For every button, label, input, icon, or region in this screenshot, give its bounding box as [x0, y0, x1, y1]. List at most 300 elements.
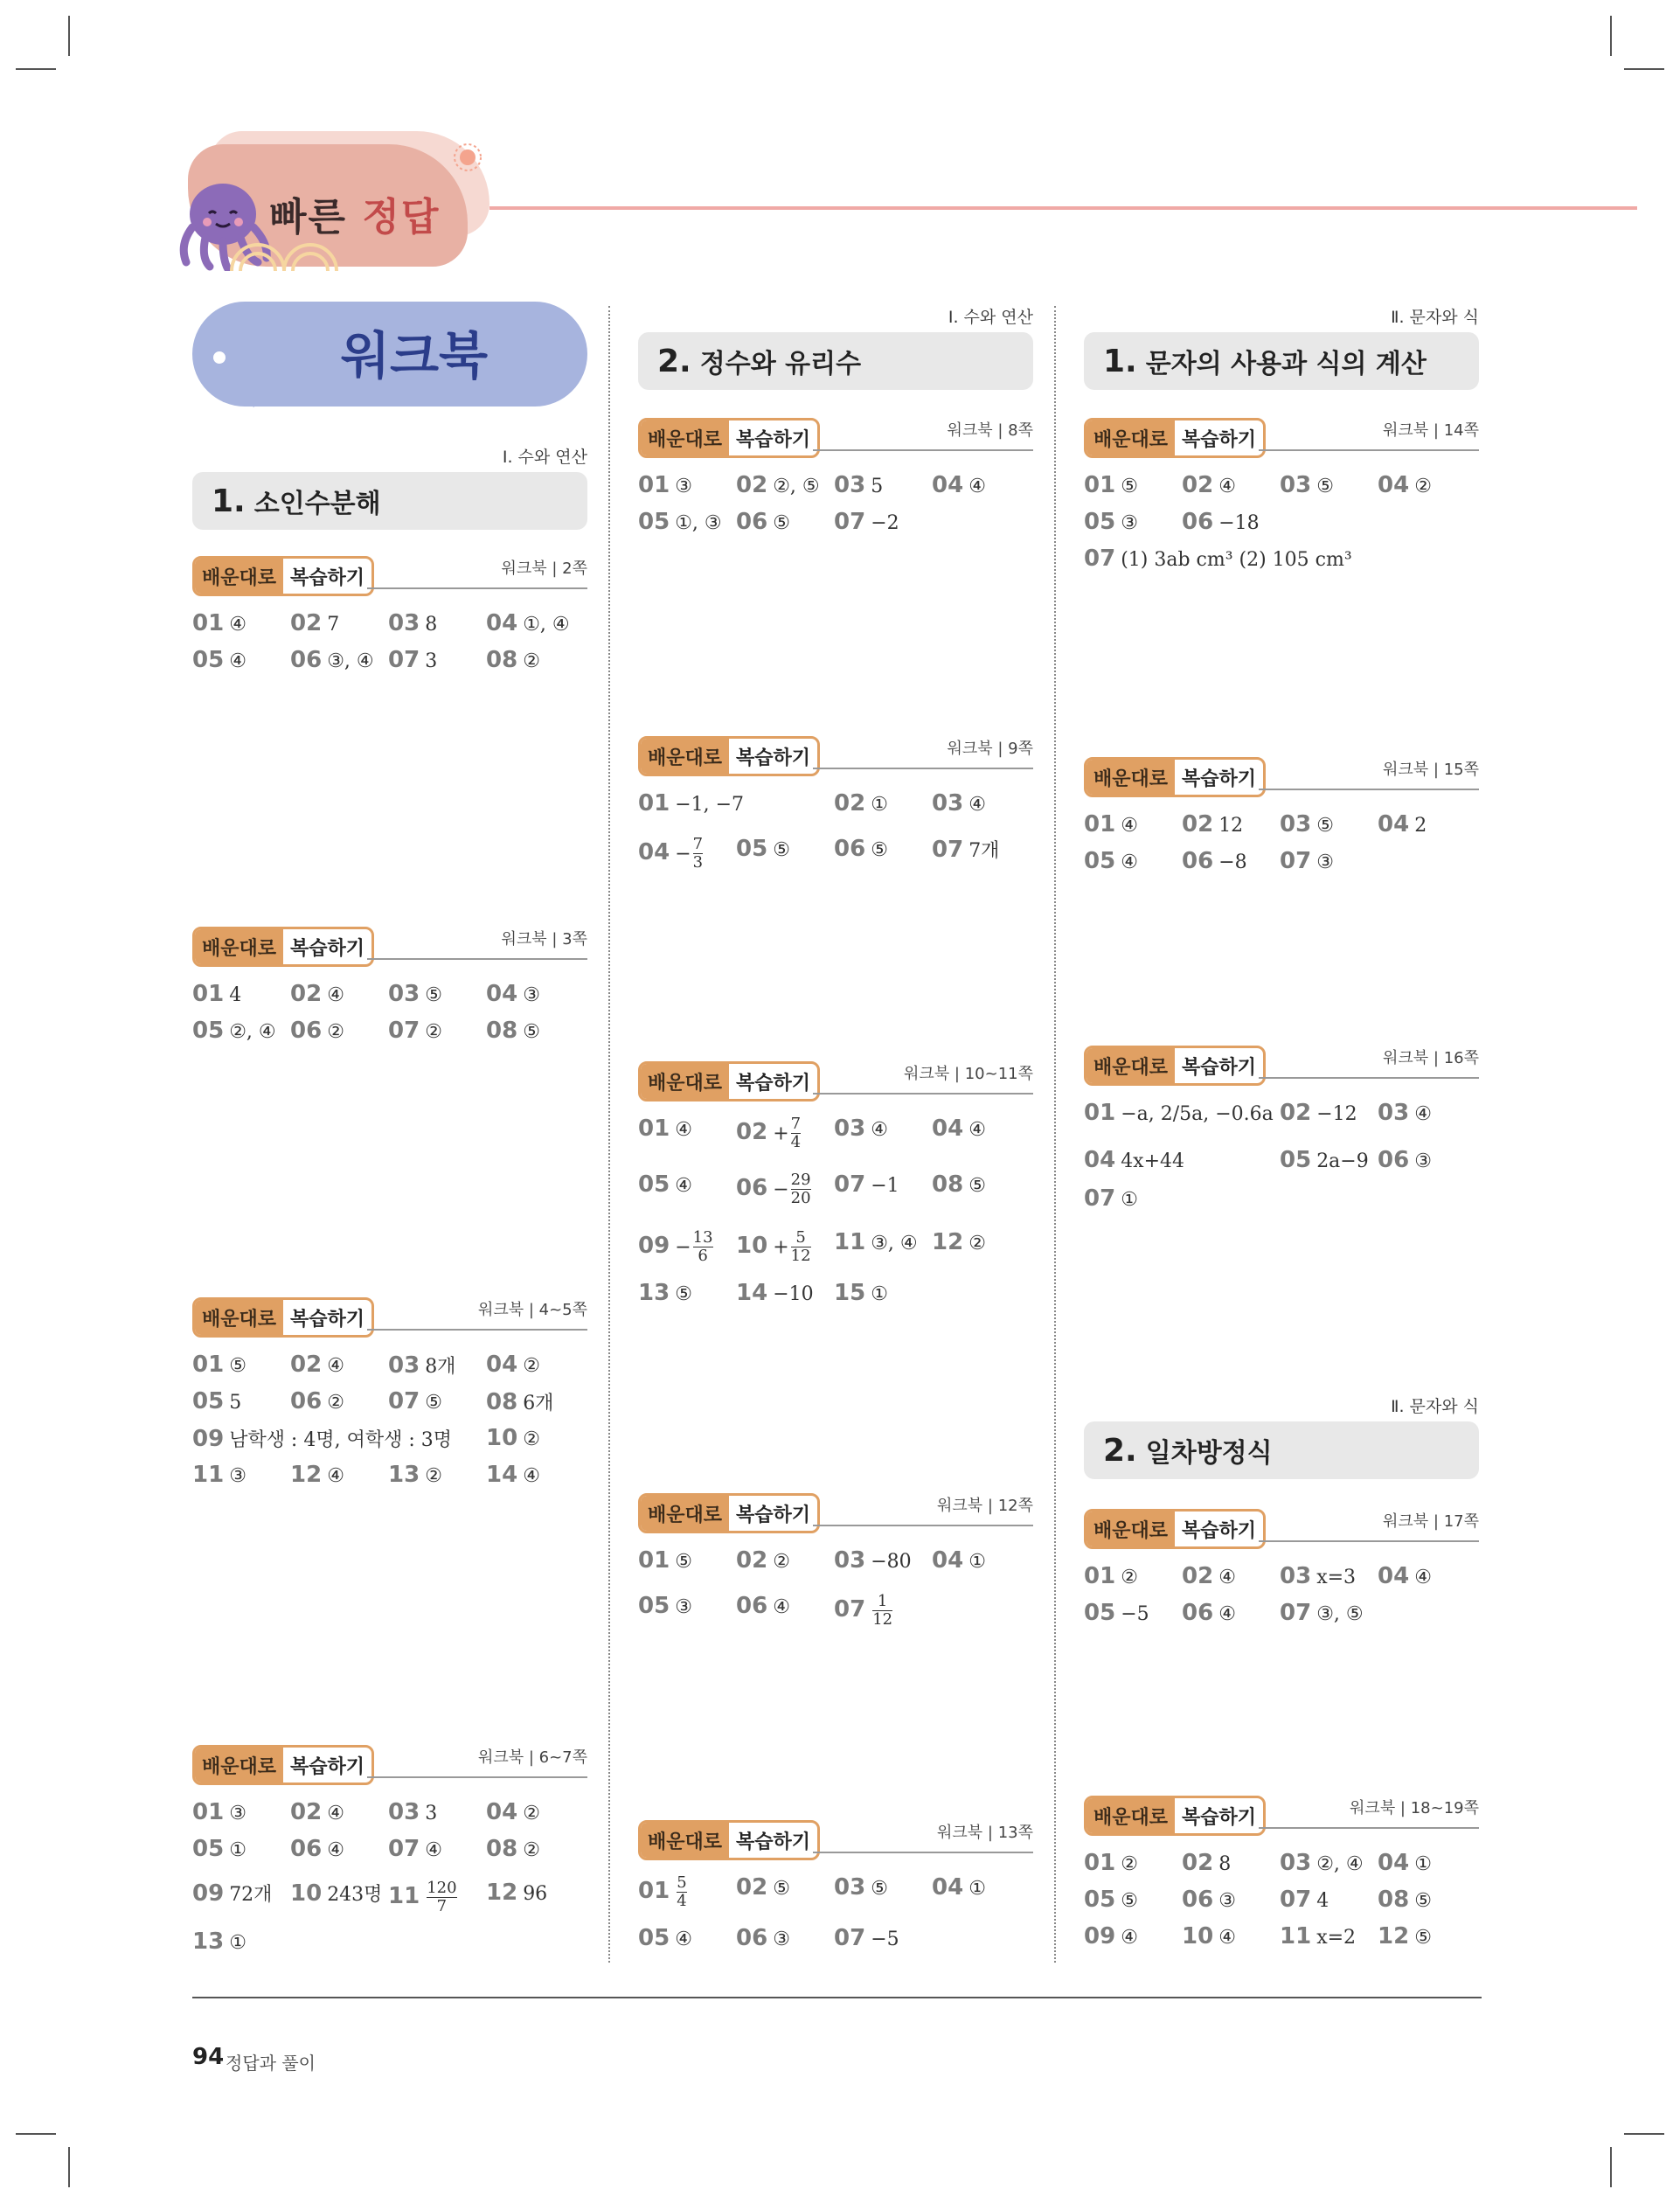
answer-item [834, 1593, 894, 1629]
answer-item [1084, 848, 1138, 874]
answer-item [1280, 811, 1334, 837]
answer-number: 04 [486, 1799, 518, 1825]
chapter-title: 일차방정식 [1145, 1438, 1273, 1469]
chapter-number: 2. [1103, 1432, 1137, 1469]
section-underline [367, 1329, 587, 1331]
chapter-title-box [638, 332, 1033, 390]
page-title [269, 185, 440, 241]
answer-value: ⑤ [675, 1283, 692, 1305]
answer-number: 01 [192, 981, 225, 1007]
answer-value: ④ [968, 1119, 986, 1141]
answer-value: ⑤ [1414, 1927, 1432, 1949]
workbook-title: 워크북 [341, 326, 489, 386]
answer-number: 06 [1182, 1887, 1214, 1913]
answer-value: ③ [1121, 512, 1138, 534]
wave-decoration-icon [227, 236, 341, 271]
answer-item [834, 1925, 899, 1951]
answer-item [388, 1388, 442, 1414]
answer-item [736, 1280, 814, 1306]
workbook-page-ref: 워크북 | 17쪽 [1383, 1512, 1479, 1531]
answer-item [1378, 1563, 1432, 1589]
badge-label-a: 배운대로 [641, 1823, 729, 1858]
answer-value: ④ [675, 1119, 692, 1141]
answer-value: −a, 2/5a, −0.6a [1121, 1103, 1274, 1125]
answer-value: x=2 [1316, 1927, 1357, 1949]
answer-value: ③ [523, 984, 540, 1006]
answer-item [834, 1115, 888, 1142]
answer-value: + $\frac{5}{12}$ [773, 1228, 811, 1265]
review-badge [1084, 757, 1266, 797]
answer-number: 02 [290, 1352, 323, 1378]
review-section-header [1084, 1796, 1479, 1834]
crop-mark [1610, 16, 1612, 56]
workbook-page-ref: 워크북 | 8쪽 [947, 421, 1033, 440]
answer-item [638, 1171, 692, 1198]
answer-value: ④ [327, 1465, 344, 1487]
answer-value: ① [1121, 1189, 1138, 1211]
answer-item [290, 981, 344, 1007]
answer-value: −12 [1316, 1103, 1357, 1125]
answer-number: 06 [290, 1388, 323, 1414]
answer-item [290, 647, 374, 673]
answer-number: 07 [1280, 848, 1312, 874]
answer-value: ⑤ [871, 1878, 888, 1900]
answer-number: 02 [834, 790, 866, 817]
badge-label-b: 복습하기 [736, 1831, 811, 1853]
answer-number: 02 [736, 1874, 768, 1901]
answer-value: ④ [1414, 1103, 1432, 1125]
answer-value: ④ [1121, 815, 1138, 837]
answer-number: 07 [834, 1925, 866, 1951]
answer-item [486, 610, 570, 636]
answer-item [1084, 1185, 1138, 1212]
answer-item [932, 1874, 986, 1901]
answer-value: 96 [523, 1883, 548, 1905]
answer-item [1084, 1923, 1138, 1949]
answer-number: 01 [1084, 1100, 1116, 1126]
answer-item [932, 836, 999, 863]
badge-label-a: 배운대로 [1086, 1798, 1175, 1833]
answer-item [736, 1115, 802, 1151]
answer-value: ①, ④ [523, 614, 570, 636]
answer-value: ④ [1414, 1567, 1432, 1588]
crop-mark [1610, 2147, 1612, 2187]
answer-number: 09 [192, 1426, 225, 1452]
answer-number: 04 [486, 981, 518, 1007]
answer-item [834, 790, 888, 817]
answer-value: ② [523, 1839, 540, 1861]
answer-item [638, 1874, 689, 1910]
answer-item [736, 1229, 813, 1265]
answer-item [486, 1388, 553, 1415]
answer-number: 11 [1280, 1923, 1312, 1949]
review-section-header [192, 927, 587, 965]
answer-number: 07 [1084, 546, 1116, 572]
answer-number: 11 [388, 1882, 420, 1909]
answer-value: ② [327, 1021, 344, 1043]
answer-item [834, 1171, 899, 1198]
answer-number: 03 [1280, 472, 1312, 498]
answer-number: 07 [1280, 1887, 1312, 1913]
badge-label-b: 복습하기 [736, 1504, 811, 1526]
answer-number: 05 [638, 1593, 670, 1619]
answer-item [1378, 1100, 1432, 1126]
answer-number: 02 [1182, 1563, 1214, 1589]
title-part1: 빠른 [269, 195, 348, 240]
answer-item [192, 1462, 246, 1488]
answer-value: ① [229, 1839, 246, 1861]
review-badge [1084, 418, 1266, 458]
page-label: 정답과 풀이 [226, 2053, 316, 2074]
review-section-header [1084, 757, 1479, 796]
badge-label-a: 배운대로 [641, 1496, 729, 1531]
answer-value: ⑤ [1316, 815, 1334, 837]
answer-number: 10 [736, 1232, 768, 1259]
footer-rule [192, 1997, 1482, 1998]
answer-item [1084, 1600, 1149, 1626]
answer-value: $\frac{120}{7}$ [427, 1879, 457, 1915]
answer-number: 07 [834, 1171, 866, 1198]
review-section-header [192, 1745, 587, 1783]
crop-mark [16, 68, 56, 70]
answer-item [736, 1547, 790, 1574]
answer-number: 13 [388, 1462, 420, 1488]
answer-value: ② [1414, 476, 1432, 497]
answer-value: ④ [968, 794, 986, 816]
answer-value: ③, ④ [327, 650, 374, 672]
answer-number: 04 [486, 1352, 518, 1378]
answer-number: 05 [736, 836, 768, 862]
sun-decoration-icon [450, 140, 485, 175]
answer-item [192, 1836, 246, 1862]
answer-item [1378, 472, 1432, 498]
answer-item [1084, 472, 1138, 498]
answer-value: ④ [773, 1596, 790, 1618]
answer-item [736, 472, 820, 498]
answer-value: ④ [1218, 1927, 1236, 1949]
answer-number: 02 [736, 1547, 768, 1574]
answer-number: 04 [1378, 1563, 1410, 1589]
page-number: 94 [192, 2044, 225, 2070]
answer-number: 13 [192, 1928, 225, 1955]
answer-number: 06 [1182, 509, 1214, 535]
answer-value: − $\frac{7}{3}$ [675, 835, 704, 872]
answer-value: ④ [425, 1839, 442, 1861]
answer-item [1280, 472, 1334, 498]
section-underline [1259, 789, 1479, 790]
answer-item [1378, 1887, 1432, 1913]
answer-number: 11 [192, 1462, 225, 1488]
badge-label-a: 배운대로 [195, 929, 283, 964]
answer-number: 03 [834, 472, 866, 498]
answer-number: 06 [736, 1174, 768, 1201]
answer-value: ④ [327, 984, 344, 1006]
answer-item [932, 790, 986, 817]
answer-number: 08 [486, 1836, 518, 1862]
answer-number: 03 [932, 790, 964, 817]
review-section-header [1084, 1046, 1479, 1084]
review-section-header [1084, 1509, 1479, 1547]
answer-number: 12 [932, 1229, 964, 1255]
answer-item [638, 1280, 692, 1306]
answer-number: 05 [1084, 1600, 1116, 1626]
crop-mark [1624, 2133, 1664, 2135]
badge-label-a: 배운대로 [1086, 760, 1175, 795]
answer-number: 06 [290, 647, 323, 673]
review-section-header [192, 556, 587, 594]
answer-number: 03 [388, 610, 420, 636]
answer-item [638, 1115, 692, 1142]
answer-value: 8개 [425, 1356, 456, 1378]
answer-value: ④ [675, 1175, 692, 1197]
badge-label-a: 배운대로 [1086, 1512, 1175, 1546]
answer-number: 09 [1084, 1923, 1116, 1949]
answer-value: 5 [229, 1392, 242, 1414]
answer-item [1182, 1850, 1231, 1876]
answer-value: ⑤ [523, 1021, 540, 1043]
answer-item [1280, 848, 1334, 874]
answer-value: ④ [327, 1803, 344, 1824]
answer-item [1280, 1563, 1356, 1589]
chapter-title: 문자의 사용과 식의 계산 [1145, 349, 1427, 379]
answer-value: ①, ③ [675, 512, 722, 534]
answer-item [192, 981, 241, 1007]
answer-value: ③ [229, 1465, 246, 1487]
badge-tail-icon [236, 376, 288, 407]
badge-label-a: 배운대로 [195, 559, 283, 594]
answer-value: −18 [1218, 512, 1260, 534]
answer-value: ④ [675, 1928, 692, 1950]
answer-value: ④ [523, 1465, 540, 1487]
section-underline [813, 1852, 1033, 1853]
review-badge [192, 556, 374, 596]
answer-value: −1, −7 [675, 794, 745, 816]
badge-label-b: 복습하기 [290, 937, 365, 960]
answer-item [192, 1388, 241, 1414]
answer-value: 72개 [229, 1884, 273, 1906]
answer-number: 01 [192, 1352, 225, 1378]
review-badge [192, 1297, 374, 1338]
review-section-header [638, 1493, 1033, 1532]
review-section-header [192, 1297, 587, 1336]
answer-item [1280, 1850, 1364, 1876]
answer-number: 02 [736, 1118, 768, 1145]
answer-item [192, 1425, 452, 1452]
answer-number: 10 [486, 1425, 518, 1451]
answer-item [192, 1928, 246, 1955]
answer-item [388, 1799, 437, 1825]
answer-number: 08 [486, 1018, 518, 1044]
answer-value: 7개 [968, 840, 1000, 862]
answer-item [388, 1462, 442, 1488]
section-underline [1259, 1540, 1479, 1542]
answer-item [290, 1462, 344, 1488]
answer-value: −8 [1218, 851, 1247, 873]
workbook-page-ref: 워크북 | 16쪽 [1383, 1049, 1479, 1067]
answer-value: (1) 3ab cm³ (2) 105 cm³ [1121, 549, 1352, 571]
workbook-page-ref: 워크북 | 14쪽 [1383, 421, 1479, 440]
answer-item [1280, 1147, 1369, 1173]
answer-number: 05 [1280, 1147, 1312, 1173]
answer-number: 05 [1084, 1887, 1116, 1913]
badge-label-a: 배운대로 [1086, 1048, 1175, 1083]
answer-item [1182, 848, 1247, 874]
answer-number: 02 [736, 472, 768, 498]
answer-item [388, 610, 437, 636]
section-underline [367, 958, 587, 960]
answer-item [1378, 1923, 1432, 1949]
answer-value: ② [1121, 1853, 1138, 1875]
chapter-title-box [192, 472, 587, 530]
answer-number: 01 [1084, 1563, 1116, 1589]
answer-number: 01 [1084, 1850, 1116, 1876]
answer-item [192, 1352, 246, 1378]
answer-item [486, 1425, 540, 1451]
answer-item [486, 1462, 540, 1488]
answer-item [932, 1229, 986, 1255]
chapter-title: 정수와 유리수 [699, 349, 862, 379]
answer-value: ① [1414, 1853, 1432, 1875]
answer-number: 07 [834, 509, 866, 535]
answer-value: ④ [327, 1355, 344, 1377]
answer-number: 06 [736, 1593, 768, 1619]
answer-number: 01 [192, 1799, 225, 1825]
badge-label-b: 복습하기 [1182, 1056, 1257, 1079]
badge-label-b: 복습하기 [1182, 768, 1257, 790]
answer-value: ⑤ [1316, 476, 1334, 497]
answer-number: 11 [834, 1229, 866, 1255]
answer-number: 01 [638, 472, 670, 498]
answer-number: 08 [486, 647, 518, 673]
answer-value: ③ [773, 1928, 790, 1950]
answer-value: ②, ⑤ [773, 476, 820, 497]
column-divider [608, 306, 610, 1963]
answer-item [1084, 1850, 1138, 1876]
answer-item [1182, 1600, 1236, 1626]
answer-number: 02 [1182, 1850, 1214, 1876]
workbook-page-ref: 워크북 | 9쪽 [947, 740, 1033, 758]
answer-value: ② [327, 1392, 344, 1414]
badge-label-a: 배운대로 [641, 1064, 729, 1099]
answer-item [1084, 1100, 1274, 1126]
answer-number: 01 [638, 1547, 670, 1574]
review-badge [1084, 1046, 1266, 1086]
section-underline [1259, 449, 1479, 451]
answer-value: ④ [229, 650, 246, 672]
answer-number: 03 [388, 1799, 420, 1825]
review-section-header [1084, 418, 1479, 456]
answer-number: 04 [1084, 1147, 1116, 1173]
answer-value: ④ [968, 476, 986, 497]
answer-number: 06 [290, 1836, 323, 1862]
badge-label-b: 복습하기 [736, 1072, 811, 1095]
section-underline [367, 1776, 587, 1778]
answer-item [1182, 472, 1236, 498]
answer-value: ④ [1218, 1603, 1236, 1625]
review-badge [638, 418, 820, 458]
answer-value: ⑤ [425, 984, 442, 1006]
answer-value: 3 [425, 650, 438, 672]
answer-item [486, 1880, 547, 1906]
answer-value: ⑤ [773, 839, 790, 861]
answer-value: ④ [1218, 1567, 1236, 1588]
chapter-number: 2. [657, 343, 691, 379]
answer-number: 02 [290, 610, 323, 636]
answer-number: 04 [1378, 811, 1410, 837]
answer-number: 05 [192, 1836, 225, 1862]
answer-number: 04 [932, 1874, 964, 1901]
answer-item [1182, 1923, 1236, 1949]
answer-number: 04 [1378, 1850, 1410, 1876]
answer-number: 09 [192, 1880, 225, 1907]
answer-value: 8 [425, 614, 438, 636]
answer-value: ① [871, 1283, 888, 1305]
workbook-page-ref: 워크북 | 2쪽 [501, 559, 587, 578]
answer-item [1182, 509, 1260, 535]
answer-item [736, 836, 790, 862]
answer-number: 07 [388, 647, 420, 673]
answer-value: − $\frac{29}{20}$ [773, 1171, 811, 1207]
answer-number: 02 [290, 981, 323, 1007]
answer-number: 03 [1378, 1100, 1410, 1126]
answer-number: 04 [638, 838, 670, 865]
answer-number: 02 [290, 1799, 323, 1825]
answer-item [736, 1593, 790, 1619]
chapter-title-box [1084, 1421, 1479, 1479]
review-badge [638, 1820, 820, 1860]
answer-number: 12 [1378, 1923, 1410, 1949]
answer-value: 6개 [523, 1393, 554, 1414]
answer-value: $\frac{5}{4}$ [677, 1873, 687, 1910]
answer-item [638, 472, 692, 498]
answer-item [486, 1018, 540, 1044]
answer-item [736, 1925, 790, 1951]
answer-item [290, 1018, 344, 1044]
answer-number: 07 [388, 1388, 420, 1414]
answer-number: 01 [1084, 472, 1116, 498]
answer-item [1084, 1887, 1138, 1913]
badge-label-a: 배운대로 [641, 739, 729, 774]
answer-item [1182, 811, 1243, 837]
answer-item [486, 1352, 540, 1378]
answer-item [388, 981, 442, 1007]
workbook-page-ref: 워크북 | 13쪽 [937, 1824, 1033, 1842]
title-part2: 정답 [362, 195, 441, 240]
answer-value: ② [523, 1355, 540, 1377]
review-badge [638, 736, 820, 776]
answer-value: ② [1121, 1567, 1138, 1588]
answer-item [1280, 1600, 1364, 1626]
answer-value: ②, ④ [1316, 1853, 1364, 1875]
review-badge [638, 1493, 820, 1533]
section-underline [367, 587, 587, 589]
answer-item [486, 1836, 540, 1862]
answer-number: 04 [932, 472, 964, 498]
badge-label-a: 배운대로 [195, 1748, 283, 1783]
answer-number: 15 [834, 1280, 866, 1306]
chapter-number: 1. [212, 483, 246, 519]
answer-value: 2 [1414, 815, 1427, 837]
badge-label-b: 복습하기 [736, 428, 811, 451]
answer-item [638, 1925, 692, 1951]
answer-number: 03 [834, 1874, 866, 1901]
answer-item [834, 1874, 888, 1901]
answer-value: ⑤ [1414, 1890, 1432, 1912]
badge-dot [213, 351, 226, 364]
answer-value: ④ [1121, 851, 1138, 873]
answer-number: 03 [1280, 1850, 1312, 1876]
answer-number: 14 [736, 1280, 768, 1306]
